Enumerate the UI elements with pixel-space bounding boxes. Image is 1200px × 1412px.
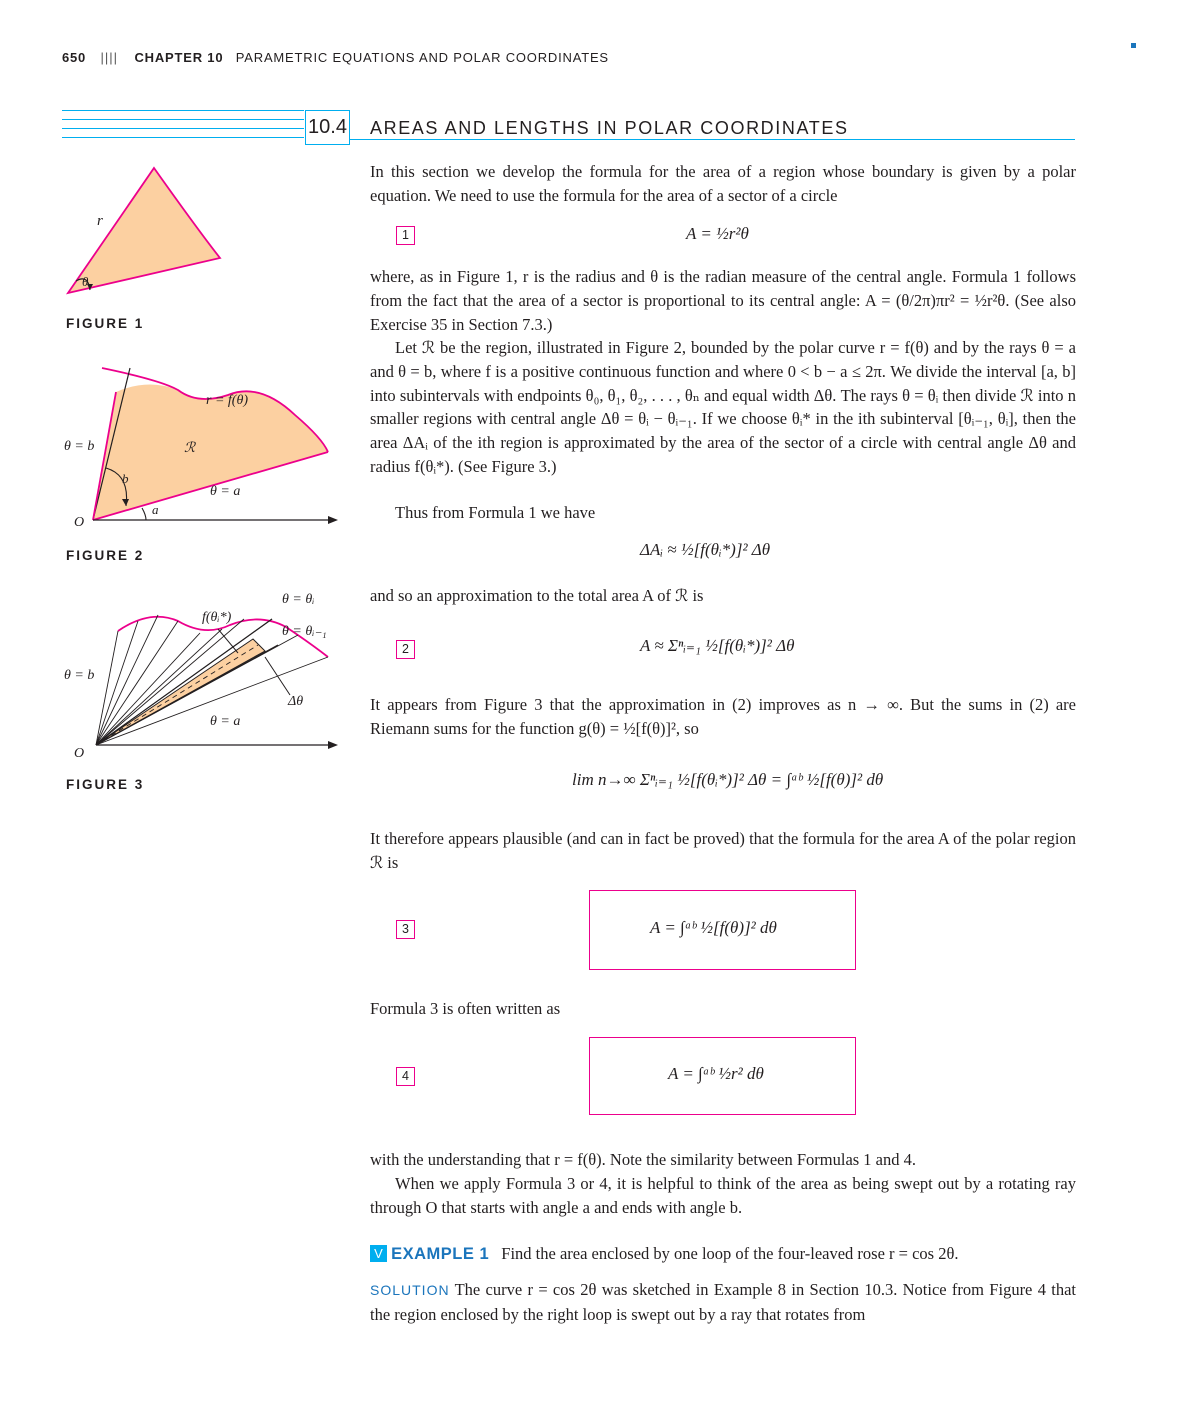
intro-paragraph: In this section we develop the formula for the area of a region whose boundary is given by a polar equation. We need to use the formula for the area of a sector of a circle [370, 162, 1076, 205]
figure-3-ray-im1: θ = θᵢ₋₁ [282, 624, 327, 639]
figure-2-region-label: ℛ [184, 441, 196, 456]
running-header [62, 50, 609, 65]
paragraph-region: Let ℛ be the region, illustrated in Figure 2, bounded by the polar curve r = f(θ) and by the rays θ = a and θ = b, where f is a positive continuous function and where 0 < b − a ≤ 2π. We divide the interval [a, b] into subintervals with endpoints θ₀, θ₁, θ₂, . . . , θₙ and equal width Δθ. The rays θ = θᵢ then divide ℛ into n smaller regions with central angle Δθ = θᵢ − θᵢ₋₁. If we choose θᵢ* in the ith subinterval [θᵢ₋₁, θᵢ], then the area ΔAᵢ of the ith region is approximated by the area of the sector of a circle with central angle Δθ and radius f(θᵢ*). (See Figure 3.) [370, 338, 1076, 476]
figure-2-caption: FIGURE 2 [66, 548, 145, 563]
example-solution [370, 1278, 1076, 1327]
figure-2-angle-a: a [152, 502, 159, 517]
paragraph-sector: where, as in Figure 1, r is the radius and θ is the radian measure of the central angle. Formula 1 follows from the fact that the area of a sector is proportional to its central angle: A = (θ/2π)πr² = ½r²θ. (See also Exercise 35 in Section 7.3.) [370, 267, 1076, 334]
figure-3-origin: O [74, 746, 85, 761]
example-problem: Find the area enclosed by one loop of the four-leaved rose r = cos 2θ. [501, 1244, 959, 1263]
figure-2-origin: O [74, 515, 85, 530]
figure-1-r-label: r [97, 213, 103, 229]
equation-2: A ≈ Σⁿᵢ₌₁ ½[f(θᵢ*)]² Δθ [640, 636, 795, 655]
paragraph-approx: and so an approximation to the total area A of ℛ is [370, 586, 704, 605]
figure-3-caption: FIGURE 3 [66, 777, 145, 792]
equation-limit: lim n→∞ Σⁿᵢ₌₁ ½[f(θᵢ*)]² Δθ = ∫ᵃᵇ ½[f(θ)]² dθ [572, 770, 884, 789]
equation-1: A = ½r²θ [686, 224, 749, 243]
paragraph-thus: Thus from Formula 1 we have [395, 503, 596, 522]
paragraph-understanding: with the understanding that r = f(θ). Note the similarity between Formulas 1 and 4. [370, 1150, 917, 1169]
header-bars: |||| [100, 50, 119, 65]
figure-1-sector [60, 160, 250, 300]
page-number: 650 [62, 50, 87, 65]
paragraph-rotating-ray: When we apply Formula 3 or 4, it is helpful to think of the area as being swept out by a rotating ray through O that starts with angle a and ends with angle b. [370, 1174, 1076, 1217]
section-rule [350, 139, 1075, 140]
figure-3-delta-theta: Δθ [288, 694, 304, 709]
corner-dot [1131, 43, 1136, 48]
section-lines [62, 110, 304, 146]
section-number: 10.4 [305, 110, 350, 145]
equation-1-number: 1 [396, 226, 415, 245]
figure-3-ray-i: θ = θᵢ [282, 592, 315, 607]
figure-3-ray-b: θ = b [64, 668, 95, 683]
paragraph-riemann: It appears from Figure 3 that the approximation in (2) improves as n → ∞. But the sums in (2) are Riemann sums for the function g(θ) = ½[f(θ)]², so [370, 695, 1076, 738]
example-1 [370, 1242, 1076, 1267]
figure-2-polar-region [60, 360, 350, 535]
paragraph-plausible: It therefore appears plausible (and can in fact be proved) that the formula for the area A of the polar region ℛ is [370, 829, 1076, 872]
figure-3-f-label: f(θᵢ*) [202, 610, 232, 625]
equation-3-number: 3 [396, 920, 415, 939]
chapter-title: PARAMETRIC EQUATIONS AND POLAR COORDINATES [235, 50, 609, 65]
figure-3-ray-a: θ = a [210, 714, 241, 729]
figure-2-ray-b: θ = b [64, 439, 95, 454]
solution-label: SOLUTION [370, 1282, 450, 1298]
figure-3-sectors [60, 585, 350, 765]
figure-1-theta-label: θ [82, 274, 89, 289]
figure-2-ray-a: θ = a [210, 484, 241, 499]
equation-3: A = ∫ᵃᵇ ½[f(θ)]² dθ [650, 918, 777, 937]
equation-4-number: 4 [396, 1067, 415, 1086]
section-title: AREAS AND LENGTHS IN POLAR COORDINATES [370, 118, 849, 138]
example-badge: V [370, 1245, 387, 1262]
figure-2-curve-label: r = f(θ) [206, 393, 248, 408]
solution-text: The curve r = cos 2θ was sketched in Example 8 in Section 10.3. Notice from Figure 4 that the region enclosed by the right loop is swept out by a ray that rotates from [370, 1280, 1076, 1324]
equation-delta-area: ΔAᵢ ≈ ½[f(θᵢ*)]² Δθ [640, 540, 771, 559]
figure-2-angle-b: b [122, 471, 129, 486]
chapter-label: CHAPTER 10 [134, 50, 224, 65]
equation-4: A = ∫ᵃᵇ ½r² dθ [668, 1064, 764, 1083]
equation-2-number: 2 [396, 640, 415, 659]
figure-1-caption: FIGURE 1 [66, 316, 145, 331]
example-label: EXAMPLE 1 [391, 1245, 490, 1263]
paragraph-often-written: Formula 3 is often written as [370, 999, 561, 1018]
